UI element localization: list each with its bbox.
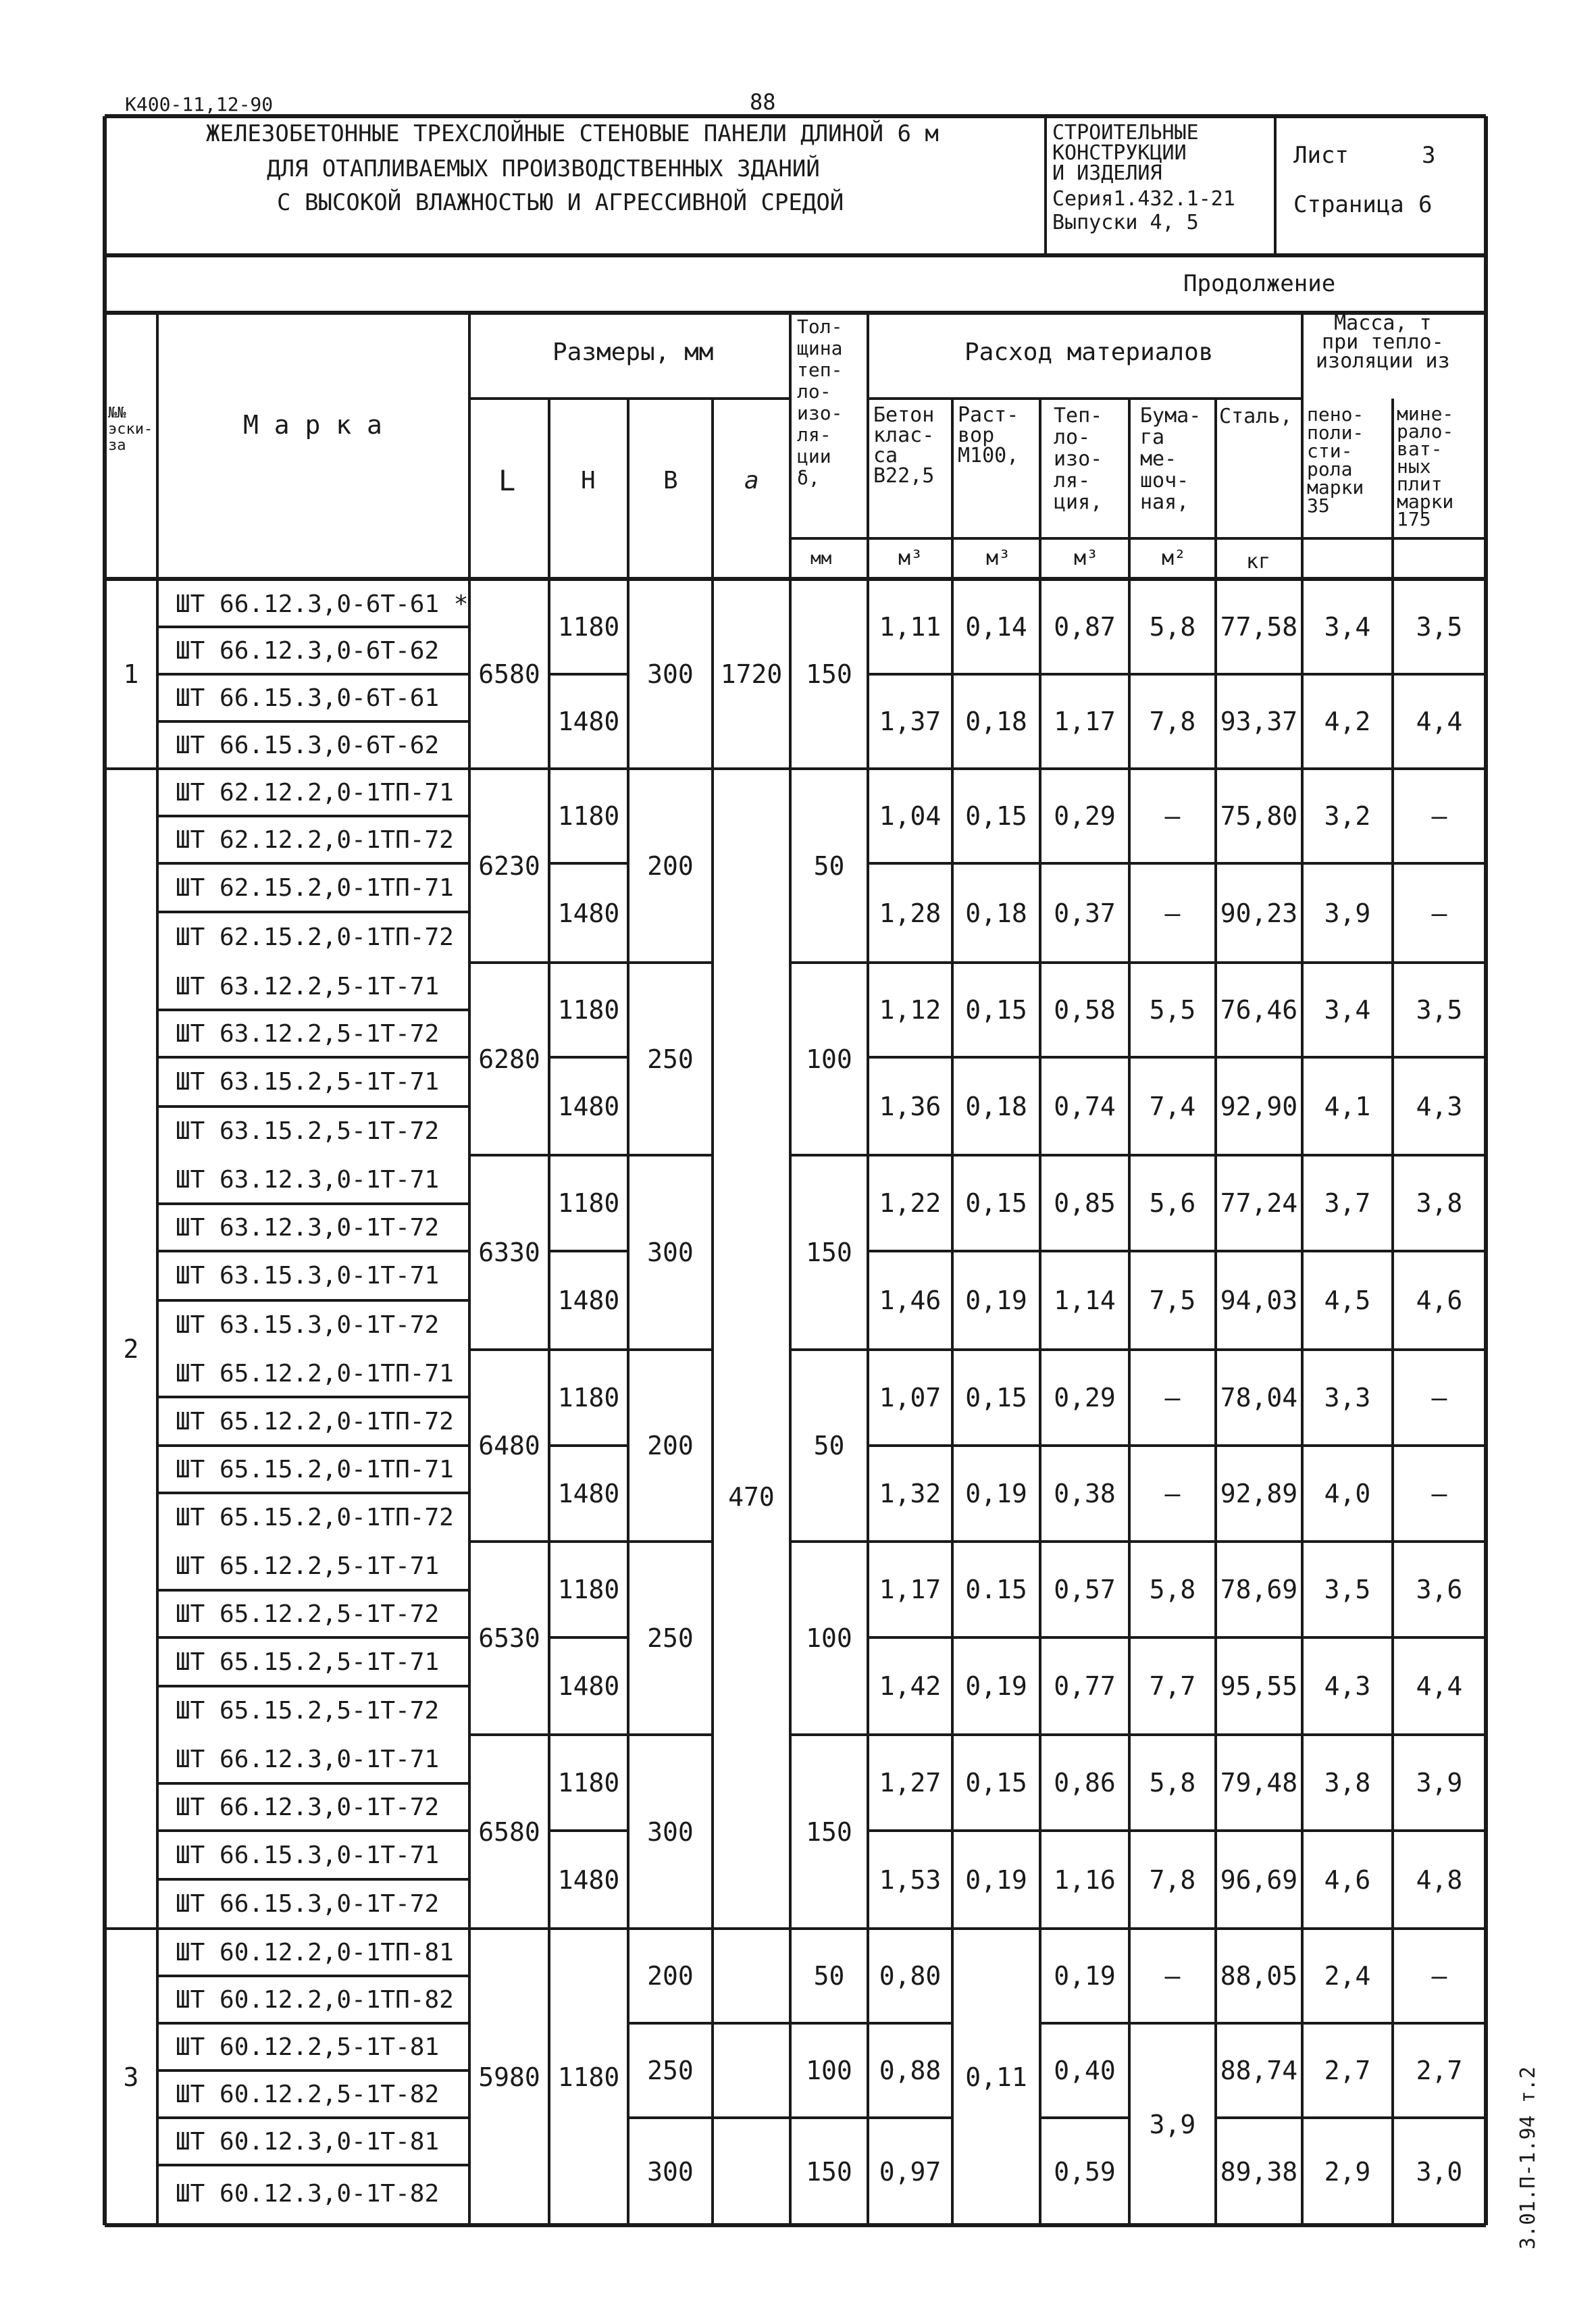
paper-cell: 7,7 [1149, 1671, 1196, 1701]
width-cell: 300 [647, 1816, 694, 1847]
width-cell: 250 [647, 1623, 694, 1653]
mass-foam-cell: 2,7 [1324, 2056, 1371, 2085]
paper-cell: 7,4 [1149, 1091, 1196, 1121]
mark-cell: ШТ 60.12.2,0-1ТП-81 [176, 1938, 454, 1966]
width-cell: 300 [647, 2156, 694, 2187]
height-cell: 1480 [557, 1286, 620, 1315]
series-line3: И ИЗДЕЛИЯ [1052, 161, 1162, 185]
paper-cell: 7,8 [1149, 1864, 1196, 1895]
concrete-cell: 1,11 [879, 611, 942, 642]
thickness-cell: 150 [806, 659, 852, 689]
header-a: a [744, 467, 759, 494]
mark-cell: ШТ 60.12.3,0-1Т-82 [176, 2180, 440, 2208]
paper-cell: – [1164, 898, 1181, 928]
mass-mineral-cell: 2,7 [1416, 2056, 1463, 2085]
mark-cell: ШТ 63.12.3,0-1Т-71 [176, 1165, 440, 1194]
height-cell: 1480 [557, 707, 620, 736]
thickness-cell: 50 [813, 1961, 845, 1991]
steel-cell: 88,05 [1220, 1961, 1298, 1991]
mass-foam-cell: 3,5 [1324, 1575, 1371, 1604]
mass-mineral-cell: 4,3 [1416, 1091, 1463, 1121]
series-line5: Выпуски 4, 5 [1052, 211, 1199, 234]
height-cell: 1180 [557, 801, 620, 831]
mass-foam-cell: 4,2 [1324, 707, 1371, 736]
header-L: L [498, 464, 516, 497]
header-mass-mineral: мине- рало- ват- ных плит марки 175 [1397, 403, 1454, 530]
mass-mineral-cell: 4,8 [1416, 1864, 1463, 1895]
header-insulation: Теп- ло- изо- ля- ция, [1054, 404, 1103, 514]
insulation-cell: 0,74 [1054, 1091, 1116, 1121]
height-cell: 1180 [557, 1768, 620, 1798]
mortar-cell: 0,19 [965, 1479, 1027, 1508]
document-ref: К400-11,12-90 [125, 93, 274, 116]
height-cell: 1180 [557, 1188, 620, 1218]
width-cell: 200 [647, 1961, 694, 1991]
mark-cell: ШТ 65.15.2,5-1Т-72 [176, 1696, 440, 1725]
mark-cell: ШТ 66.15.3,0-6Т-62 [176, 731, 440, 759]
steel-cell: 77,58 [1220, 611, 1298, 642]
concrete-cell: 1,07 [879, 1383, 942, 1413]
series-line1: СТРОИТЕЛЬНЫЕ [1052, 121, 1199, 145]
length-cell: 6480 [478, 1431, 540, 1460]
length-cell: 5980 [478, 2062, 540, 2092]
mass-foam-cell: 4,0 [1324, 1479, 1371, 1508]
concrete-cell: 1,17 [879, 1575, 942, 1604]
insulation-cell: 1,16 [1054, 1864, 1116, 1895]
mortar-cell: 0,18 [965, 707, 1027, 736]
mark-cell: ШТ 65.12.2,5-1Т-71 [176, 1552, 440, 1580]
sketch-number: 2 [123, 1333, 139, 1364]
series-line4: Серия1.432.1-21 [1052, 187, 1235, 211]
height-cell: 1180 [557, 1575, 620, 1604]
mass-foam-cell: 2,9 [1324, 2156, 1371, 2187]
insulation-cell: 0,77 [1054, 1671, 1116, 1701]
thickness-cell: 150 [806, 1238, 852, 1267]
concrete-cell: 0,80 [879, 1961, 942, 1991]
width-cell: 300 [647, 1238, 694, 1267]
mass-foam-cell: 4,6 [1324, 1864, 1371, 1895]
mark-cell: ШТ 63.15.2,5-1Т-71 [176, 1068, 440, 1096]
concrete-cell: 1,12 [879, 995, 942, 1025]
mass-mineral-cell: 3,0 [1416, 2156, 1463, 2187]
paper-cell: 5,6 [1149, 1188, 1196, 1218]
mark-cell: ШТ 63.12.2,5-1Т-72 [176, 1019, 440, 1048]
height-cell: 1480 [557, 1479, 620, 1508]
mark-cell: ШТ 62.15.2,0-1ТП-71 [176, 873, 454, 902]
header-mortar: Раст- вор М100, [958, 403, 1019, 467]
insulation-cell: 1,14 [1054, 1286, 1116, 1315]
insulation-cell: 0,29 [1054, 801, 1116, 831]
mortar-cell: 0,15 [965, 1383, 1027, 1413]
mark-cell: ШТ 63.15.3,0-1Т-72 [176, 1311, 440, 1339]
thickness-cell: 100 [806, 1623, 852, 1653]
steel-cell: 77,24 [1220, 1188, 1298, 1218]
mass-foam-cell: 4,3 [1324, 1671, 1371, 1701]
paper-cell: – [1164, 1961, 1181, 1991]
paper-cell: – [1164, 801, 1181, 831]
paper-cell: – [1164, 1383, 1181, 1413]
side-document-code: 3.01.П-1.94 т.2 [1516, 2066, 1540, 2250]
sketch-number: 3 [123, 2062, 139, 2092]
mark-cell: ШТ 63.12.2,5-1Т-71 [176, 972, 440, 1000]
page-number: 88 [750, 89, 776, 115]
page-label: Страница [1293, 191, 1404, 218]
paper-cell: 5,5 [1149, 995, 1196, 1025]
mortar-cell: 0,15 [965, 801, 1027, 831]
unit-mortar: м³ [986, 547, 1011, 570]
sketch-number: 1 [123, 659, 139, 689]
mass-mineral-cell: 4,4 [1416, 707, 1463, 736]
steel-cell: 92,90 [1220, 1091, 1298, 1121]
mass-mineral-cell: – [1431, 1961, 1447, 1991]
header-thickness: Тол- щина теп- ло- изо- ля- ции δ, [797, 315, 843, 489]
concrete-cell: 1,46 [879, 1286, 942, 1315]
paper-cell: 5,8 [1149, 1768, 1196, 1798]
mass-foam-cell: 3,7 [1324, 1188, 1371, 1218]
mark-cell: ШТ 66.12.3,0-1Т-71 [176, 1745, 440, 1773]
insulation-cell: 0,38 [1054, 1479, 1116, 1508]
header-mass: Масса, т при тепло- изоляции из [1316, 311, 1450, 373]
paper-cell: 5,8 [1149, 1575, 1196, 1604]
mortar-cell: 0,19 [965, 1671, 1027, 1701]
thickness-cell: 150 [806, 2156, 852, 2187]
mark-cell: ШТ 60.12.2,5-1Т-82 [176, 2080, 440, 2108]
concrete-cell: 0,88 [879, 2056, 942, 2085]
continuation-label: Продолжение [1183, 270, 1336, 297]
mass-mineral-cell: – [1431, 1479, 1447, 1508]
mass-foam-cell: 3,4 [1324, 995, 1371, 1025]
height-cell: 1180 [557, 611, 620, 642]
mass-foam-cell: 4,1 [1324, 1091, 1371, 1121]
length-cell: 6580 [478, 1816, 540, 1847]
paper-cell: 7,8 [1149, 707, 1196, 736]
height-cell: 1180 [557, 995, 620, 1025]
mass-foam-cell: 3,4 [1324, 611, 1371, 642]
paper-cell: 7,5 [1149, 1286, 1196, 1315]
mass-mineral-cell: 4,4 [1416, 1671, 1463, 1701]
a-dimension-cell: 470 [728, 1482, 775, 1512]
sheet-label: Лист [1293, 142, 1349, 169]
width-cell: 250 [647, 1044, 694, 1074]
mass-foam-cell: 4,5 [1324, 1286, 1371, 1315]
header-mass-foam: пено- поли- сти- рола марки 35 [1307, 403, 1364, 517]
steel-cell: 76,46 [1220, 995, 1298, 1025]
mass-foam-cell: 3,9 [1324, 898, 1371, 928]
height-cell: 1180 [557, 1383, 620, 1413]
mark-cell: ШТ 65.15.2,0-1ТП-71 [176, 1455, 454, 1483]
insulation-cell: 0,57 [1054, 1575, 1116, 1604]
mark-cell: ШТ 65.12.2,0-1ТП-72 [176, 1407, 454, 1435]
insulation-cell: 0,37 [1054, 898, 1116, 928]
insulation-cell: 0,40 [1054, 2056, 1116, 2085]
mark-cell: ШТ 66.12.3,0-1Т-72 [176, 1793, 440, 1821]
mass-mineral-cell: 3,6 [1416, 1575, 1463, 1604]
concrete-cell: 1,22 [879, 1188, 942, 1218]
thickness-cell: 150 [806, 1816, 852, 1847]
concrete-cell: 1,04 [879, 801, 942, 831]
mortar-cell: 0,19 [965, 1864, 1027, 1895]
mark-cell: ШТ 62.12.2,0-1ТП-72 [176, 825, 454, 854]
mark-cell: ШТ 65.15.2,0-1ТП-72 [176, 1503, 454, 1531]
header-B: B [663, 467, 678, 494]
mark-cell: ШТ 63.15.3,0-1Т-71 [176, 1262, 440, 1290]
header-sketch-number: №№ эски- за [108, 405, 153, 454]
mark-cell: ШТ 65.12.2,0-1ТП-71 [176, 1359, 454, 1388]
mark-cell: ШТ 66.12.3,0-6Т-61 * [176, 590, 469, 618]
mark-cell: ШТ 62.12.2,0-1ТП-71 [176, 778, 454, 807]
header-concrete: Бетон клас- са B22,5 [873, 403, 935, 488]
header-materials: Расход материалов [964, 338, 1214, 366]
mark-cell: ШТ 66.15.3,0-1Т-72 [176, 1890, 440, 1918]
mortar-cell: 0,15 [965, 1188, 1027, 1218]
mortar-cell: 0,15 [965, 995, 1027, 1025]
mass-foam-cell: 3,8 [1324, 1768, 1371, 1798]
steel-cell: 78,04 [1220, 1383, 1298, 1413]
thickness-cell: 50 [813, 850, 845, 881]
steel-cell: 78,69 [1220, 1575, 1298, 1604]
mass-mineral-cell: – [1431, 801, 1447, 831]
mortar-cell: 0,15 [965, 1768, 1027, 1798]
header-paper: Бума- га ме- шоч- ная, [1140, 404, 1202, 514]
mortar-cell: 0,11 [965, 2062, 1027, 2092]
mark-cell: ШТ 60.12.3,0-1Т-81 [176, 2127, 440, 2156]
doc-title-line3: С ВЫСОКОЙ ВЛАЖНОСТЬЮ И АГРЕССИВНОЙ СРЕДОЙ [277, 189, 844, 216]
height-cell: 1480 [557, 1671, 620, 1701]
mortar-cell: 0,14 [965, 611, 1027, 642]
thickness-cell: 100 [806, 2056, 852, 2085]
steel-cell: 88,74 [1220, 2056, 1298, 2085]
mortar-cell: 0,18 [965, 1091, 1027, 1121]
mark-cell: ШТ 66.15.3,0-6Т-61 [176, 684, 440, 712]
insulation-cell: 0,85 [1054, 1188, 1116, 1218]
mark-cell: ШТ 65.15.2,5-1Т-71 [176, 1648, 440, 1676]
concrete-cell: 1,42 [879, 1671, 942, 1701]
mark-cell: ШТ 60.12.2,5-1Т-81 [176, 2033, 440, 2061]
mortar-cell: 0,19 [965, 1286, 1027, 1315]
insulation-cell: 0,58 [1054, 995, 1116, 1025]
unit-paper: м² [1162, 547, 1187, 570]
doc-title-line1: ЖЕЛЕЗОБЕТОННЫЕ ТРЕХСЛОЙНЫЕ СТЕНОВЫЕ ПАНЕЛИ ДЛИНОЙ 6 м [206, 120, 939, 147]
steel-cell: 90,23 [1220, 898, 1298, 928]
length-cell: 6230 [478, 850, 540, 881]
paper-cell: 5,8 [1149, 611, 1196, 642]
mark-cell: ШТ 65.12.2,5-1Т-72 [176, 1600, 440, 1628]
concrete-cell: 1,53 [879, 1864, 942, 1895]
doc-title-line2: ДЛЯ ОТАПЛИВАЕМЫХ ПРОИЗВОДСТВЕННЫХ ЗДАНИЙ [267, 155, 820, 182]
mark-cell: ШТ 66.15.3,0-1Т-71 [176, 1841, 440, 1869]
width-cell: 200 [647, 850, 694, 881]
insulation-cell: 0,19 [1054, 1961, 1116, 1991]
mass-mineral-cell: 3,5 [1416, 995, 1463, 1025]
paper-cell: – [1164, 1479, 1181, 1508]
mortar-cell: 0,18 [965, 898, 1027, 928]
mark-cell: ШТ 60.12.2,0-1ТП-82 [176, 1985, 454, 2014]
concrete-cell: 1,37 [879, 707, 942, 736]
header-mark: М а р к а [243, 410, 382, 440]
insulation-cell: 1,17 [1054, 707, 1116, 736]
steel-cell: 92,89 [1220, 1479, 1298, 1508]
series-line2: КОНСТРУКЦИИ [1052, 141, 1187, 165]
header-H: H [581, 467, 596, 494]
header-sizes: Размеры, мм [552, 338, 714, 366]
paper-cell: 3,9 [1149, 2109, 1196, 2139]
steel-cell: 94,03 [1220, 1286, 1298, 1315]
mass-mineral-cell: 4,6 [1416, 1286, 1463, 1315]
height-cell: 1180 [557, 2062, 620, 2092]
header-steel: Сталь, [1219, 405, 1293, 428]
insulation-cell: 0,87 [1054, 611, 1116, 642]
steel-cell: 89,38 [1220, 2156, 1298, 2187]
width-cell: 250 [647, 2056, 694, 2085]
page-value: 6 [1418, 191, 1433, 218]
insulation-cell: 0,59 [1054, 2156, 1116, 2187]
mortar-cell: 0.15 [965, 1575, 1027, 1604]
width-cell: 200 [647, 1431, 694, 1460]
mass-mineral-cell: 3,8 [1416, 1188, 1463, 1218]
insulation-cell: 0,86 [1054, 1768, 1116, 1798]
header-thickness-unit: мм [810, 549, 832, 569]
unit-steel: кг [1246, 550, 1271, 574]
sheet-value: 3 [1422, 142, 1436, 169]
unit-insulation: м³ [1074, 547, 1099, 570]
thickness-cell: 50 [813, 1431, 845, 1460]
steel-cell: 93,37 [1220, 707, 1298, 736]
unit-concrete: м³ [898, 547, 923, 570]
mass-mineral-cell: – [1431, 898, 1447, 928]
concrete-cell: 1,28 [879, 898, 942, 928]
steel-cell: 75,80 [1220, 801, 1298, 831]
mass-mineral-cell: – [1431, 1383, 1447, 1413]
length-cell: 6530 [478, 1623, 540, 1653]
mass-foam-cell: 2,4 [1324, 1961, 1371, 1991]
steel-cell: 95,55 [1220, 1671, 1298, 1701]
length-cell: 6280 [478, 1044, 540, 1074]
mass-foam-cell: 3,3 [1324, 1383, 1371, 1413]
insulation-cell: 0,29 [1054, 1383, 1116, 1413]
steel-cell: 79,48 [1220, 1768, 1298, 1798]
a-dimension-cell: 1720 [720, 659, 783, 689]
mark-cell: ШТ 66.12.3,0-6Т-62 [176, 636, 440, 665]
mark-cell: ШТ 63.12.3,0-1Т-72 [176, 1213, 440, 1242]
height-cell: 1480 [557, 898, 620, 928]
thickness-cell: 100 [806, 1044, 852, 1074]
mark-cell: ШТ 62.15.2,0-1ТП-72 [176, 923, 454, 951]
mass-foam-cell: 3,2 [1324, 801, 1371, 831]
length-cell: 6330 [478, 1238, 540, 1267]
height-cell: 1480 [557, 1864, 620, 1895]
concrete-cell: 0,97 [879, 2156, 942, 2187]
concrete-cell: 1,36 [879, 1091, 942, 1121]
mass-mineral-cell: 3,9 [1416, 1768, 1463, 1798]
concrete-cell: 1,27 [879, 1768, 942, 1798]
concrete-cell: 1,32 [879, 1479, 942, 1508]
steel-cell: 96,69 [1220, 1864, 1298, 1895]
length-cell: 6580 [478, 659, 540, 689]
height-cell: 1480 [557, 1091, 620, 1121]
width-cell: 300 [647, 659, 694, 689]
mass-mineral-cell: 3,5 [1416, 611, 1463, 642]
mark-cell: ШТ 63.15.2,5-1Т-72 [176, 1117, 440, 1145]
